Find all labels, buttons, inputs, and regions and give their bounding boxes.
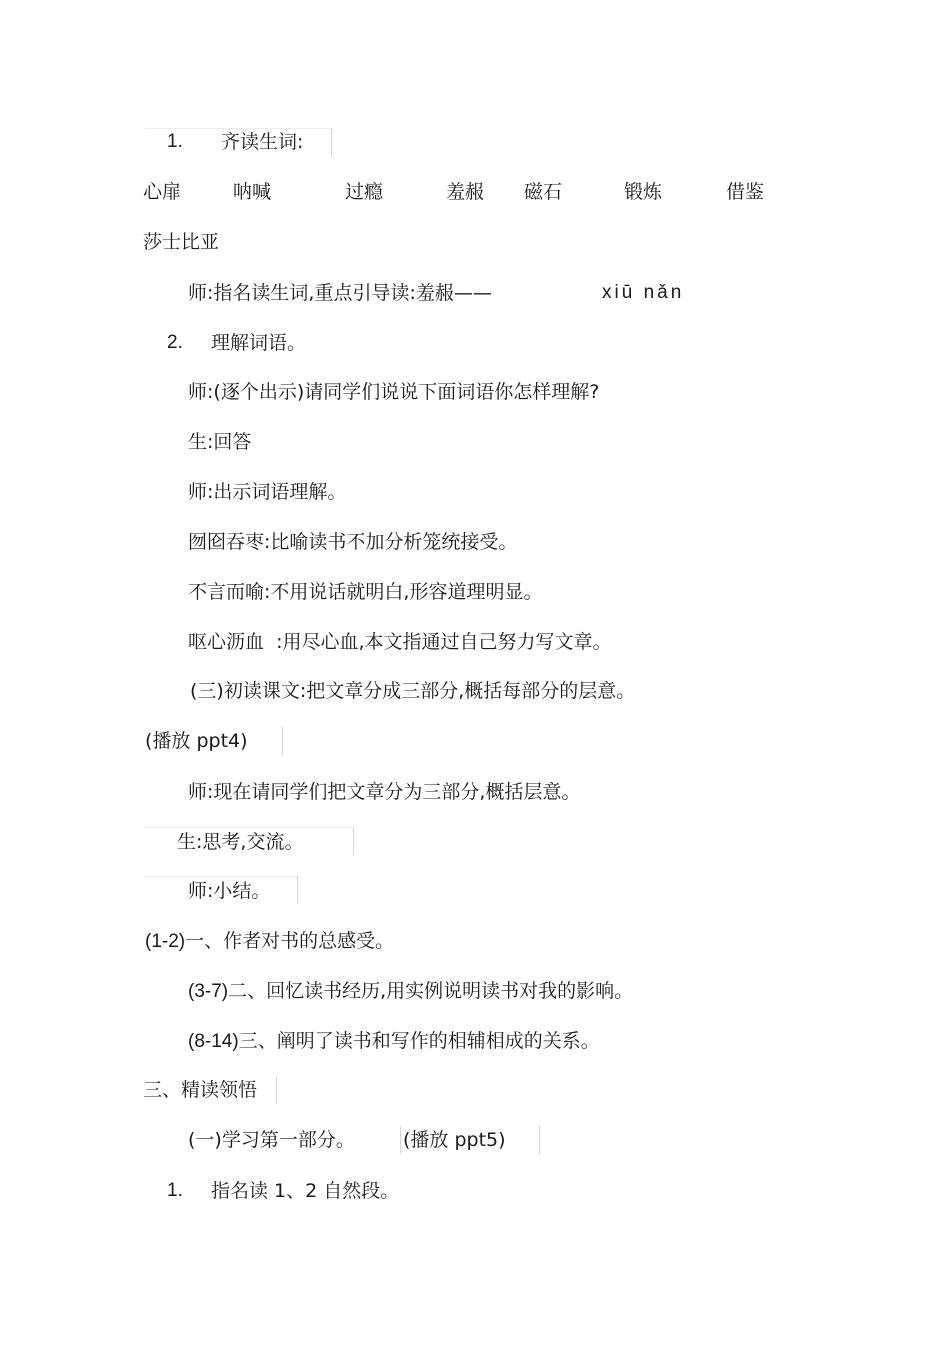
section-title: 三、精读领悟 xyxy=(143,1079,258,1101)
paragraph: (一)学习第一部分。 xyxy=(188,1129,355,1151)
section-title: 齐读生词: xyxy=(221,131,304,153)
part-summary xyxy=(188,979,633,1004)
paragraph: 指名读 1、2 自然段。 xyxy=(211,1180,400,1202)
part-range: (3-7) xyxy=(188,981,229,1002)
paragraph: 师:(逐个出示)请同学们说说下面词语你怎样理解? xyxy=(188,381,600,403)
section-title: 理解词语。 xyxy=(211,332,307,354)
part-text: 三、阐明了读书和写作的相辅相成的关系。 xyxy=(238,1030,600,1052)
part-range: (1-2) xyxy=(145,931,186,952)
vocab-word: 心扉 xyxy=(143,181,182,203)
paragraph: 师:指名读生词,重点引导读:羞赧—— xyxy=(188,282,492,304)
vocab-word: 借鉴 xyxy=(726,181,765,203)
part-text: 一、作者对书的总感受。 xyxy=(185,930,395,952)
part-text: 二、回忆读书经历,用实例说明读书对我的影响。 xyxy=(228,980,634,1002)
idiom-definition: 囫囵吞枣:比喻读书不加分析笼统接受。 xyxy=(188,531,518,553)
paragraph: 师:小结。 xyxy=(188,880,271,902)
vocab-word: 过瘾 xyxy=(345,181,384,203)
idiom-definition: 不言而喻:不用说话就明白,形容道理明显。 xyxy=(188,581,543,603)
paragraph: 生:思考,交流。 xyxy=(177,831,304,853)
vocab-word: 莎士比亚 xyxy=(143,231,220,253)
pinyin: xiū nǎn xyxy=(602,282,685,303)
section-number: 2. xyxy=(167,332,183,353)
vocab-word: 锻炼 xyxy=(624,181,663,203)
ppt-note: (播放 ppt5) xyxy=(403,1129,506,1151)
vocab-word: 羞赧 xyxy=(446,181,485,203)
vocab-word: 磁石 xyxy=(524,181,563,203)
part-range: (8-14) xyxy=(188,1031,239,1052)
paragraph: 师:出示词语理解。 xyxy=(188,481,347,503)
section-number: 1. xyxy=(167,131,183,152)
ppt-note: (播放 ppt4) xyxy=(145,730,248,752)
part-summary xyxy=(145,929,394,954)
part-summary xyxy=(188,1029,600,1054)
idiom-definition: 呕心沥血 :用尽心血,本文指通过自己努力写文章。 xyxy=(188,631,612,653)
section-title: (三)初读课文:把文章分成三部分,概括每部分的层意。 xyxy=(190,680,636,702)
paragraph: 师:现在请同学们把文章分为三部分,概括层意。 xyxy=(188,781,581,803)
paragraph: 生:回答 xyxy=(188,431,252,453)
vocab-word: 呐喊 xyxy=(233,181,272,203)
section-number: 1. xyxy=(167,1180,183,1201)
